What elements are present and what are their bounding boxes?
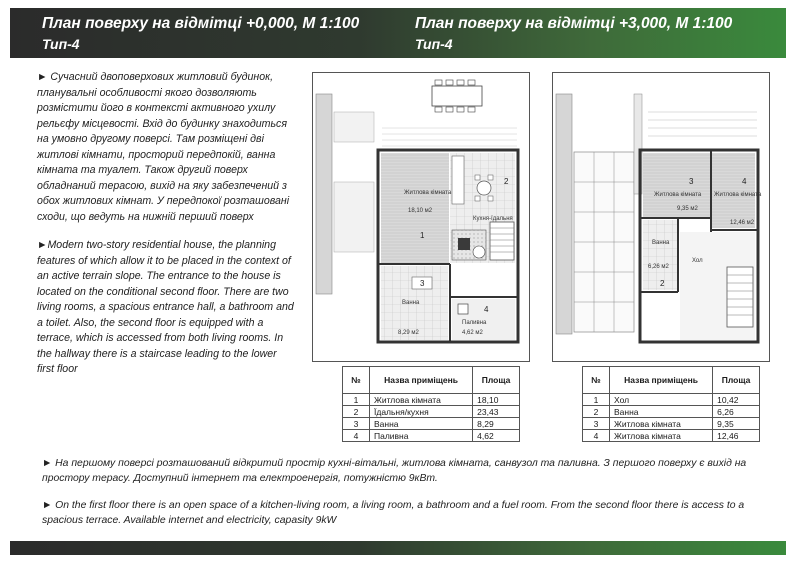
rooms-table-ground (342, 366, 520, 442)
room3-name-label: Ванна (402, 300, 420, 306)
room1-area-label: 18,10 м2 (408, 208, 433, 214)
table-row (583, 418, 760, 430)
room4-area-label: 4,62 м2 (462, 330, 483, 336)
row-name: Ванна (370, 418, 473, 430)
upper-room4-name-label: Житлова кімната (714, 192, 762, 198)
upper-room2-area-label: 6,26 м2 (648, 264, 669, 270)
col-number-header: № (343, 367, 370, 394)
rooms-table-upper (582, 366, 760, 442)
room4-name-label: Паливна (462, 320, 487, 326)
row-name: Житлова кімната (610, 430, 713, 442)
row-name: Житлова кімната (610, 418, 713, 430)
row-area: 12,46 (713, 430, 760, 442)
row-area: 8,29 (473, 418, 520, 430)
upper-room3-number: 3 (689, 177, 694, 186)
room3-area-label: 8,29 м2 (398, 330, 419, 336)
upper-room1-name-label: Хол (692, 258, 703, 264)
table-row (583, 430, 760, 442)
row-name: Їдальня/кухня (370, 406, 473, 418)
row-number: 3 (343, 418, 370, 430)
description-ua: ► Сучасний двоповерхових житловий будинок, планувальні особливості якого дозволяють розмістити його в контексті активного ухилу рельєфу місцевості. Вхід до будинку знаходиться на умовно другому поверсі. Там розміщені дві житлові кімнати, просторий передпокій, ванна кімната та туалет. Також другий поверх обладнаний терасою, вихід на яку забезпечений з обох житлових кімнат. У передпокої розташовані сходи, що ведуть на нижній перший поверх (37, 71, 290, 223)
room4-number: 4 (484, 305, 489, 314)
row-name: Житлова кімната (370, 394, 473, 406)
col-area-header: Площа (473, 367, 520, 394)
upper-room4-area-label: 12,46 м2 (730, 220, 755, 226)
footer-banner (10, 541, 786, 555)
row-number: 1 (343, 394, 370, 406)
row-number: 4 (343, 430, 370, 442)
row-name: Паливна (370, 430, 473, 442)
left-plan-title: План поверху на відмітці +0,000, М 1:100 (42, 15, 360, 32)
room1-name-label: Житлова кімната (404, 190, 452, 196)
table-row (343, 430, 520, 442)
left-plan-subtitle: Тип-4 (42, 36, 80, 52)
note-ua: ► На першому поверсі розташований відкритий простір кухні-вітальні, житлова кімната, санвузол та паливна. З першого поверху є вихід на простору терасу. Доступний інтернет та електроенергія, потужністю 9кВт. (42, 458, 747, 484)
col-name-header: Назва приміщень (610, 367, 713, 394)
row-area: 18,10 (473, 394, 520, 406)
room1-number: 1 (420, 231, 425, 240)
right-plan-title: План поверху на відмітці +3,000, М 1:100 (415, 15, 733, 32)
table-row (583, 406, 760, 418)
table-row (343, 394, 520, 406)
row-area: 4,62 (473, 430, 520, 442)
table-header-row (343, 367, 520, 394)
row-name: Ванна (610, 406, 713, 418)
row-area: 10,42 (713, 394, 760, 406)
row-area: 6,26 (713, 406, 760, 418)
row-number: 4 (583, 430, 610, 442)
room2-name-label: Кухня-їдальня (473, 216, 513, 222)
upper-room2-number: 2 (660, 279, 665, 288)
col-name-header: Назва приміщень (370, 367, 473, 394)
room2-number: 2 (504, 177, 509, 186)
upper-room4-number: 4 (742, 177, 747, 186)
row-name: Хол (610, 394, 713, 406)
col-area-header: Площа (713, 367, 760, 394)
house-description (37, 70, 295, 378)
upper-room2-name-label: Ванна (652, 240, 670, 246)
right-plan-subtitle: Тип-4 (415, 36, 453, 52)
table-row (583, 394, 760, 406)
row-area: 23,43 (473, 406, 520, 418)
floor-plan-ground (312, 72, 530, 362)
row-area: 9,35 (713, 418, 760, 430)
row-number: 2 (583, 406, 610, 418)
table-row (343, 418, 520, 430)
room3-number: 3 (420, 279, 425, 288)
table-header-row (583, 367, 760, 394)
upper-room3-name-label: Житлова кімната (654, 192, 702, 198)
note-en: ► On the first floor there is an open space of a kitchen-living room, a living room, a bathroom and a fuel room. From the second floor there is access to a spacious terrace. Available internet and electricity, capasity 9kW (42, 500, 745, 526)
description-en: ►Modern two-story residential house, the planning features of which allow it to be placed in the context of an active terrain slope. The entrance to the house is located on the conditional second floor. There are two living rooms, a spacious entrance hall, a bathroom and a toilet. Also, the second floor is equipped with a terrace, which is accessed from both living rooms. In the hallway there is a staircase leading to the lower first floor (37, 239, 294, 375)
floor-plan-upper (552, 72, 770, 362)
row-number: 1 (583, 394, 610, 406)
table-row (343, 406, 520, 418)
header-banner (10, 8, 786, 58)
col-number-header: № (583, 367, 610, 394)
row-number: 3 (583, 418, 610, 430)
upper-room3-area-label: 9,35 м2 (677, 206, 698, 212)
row-number: 2 (343, 406, 370, 418)
